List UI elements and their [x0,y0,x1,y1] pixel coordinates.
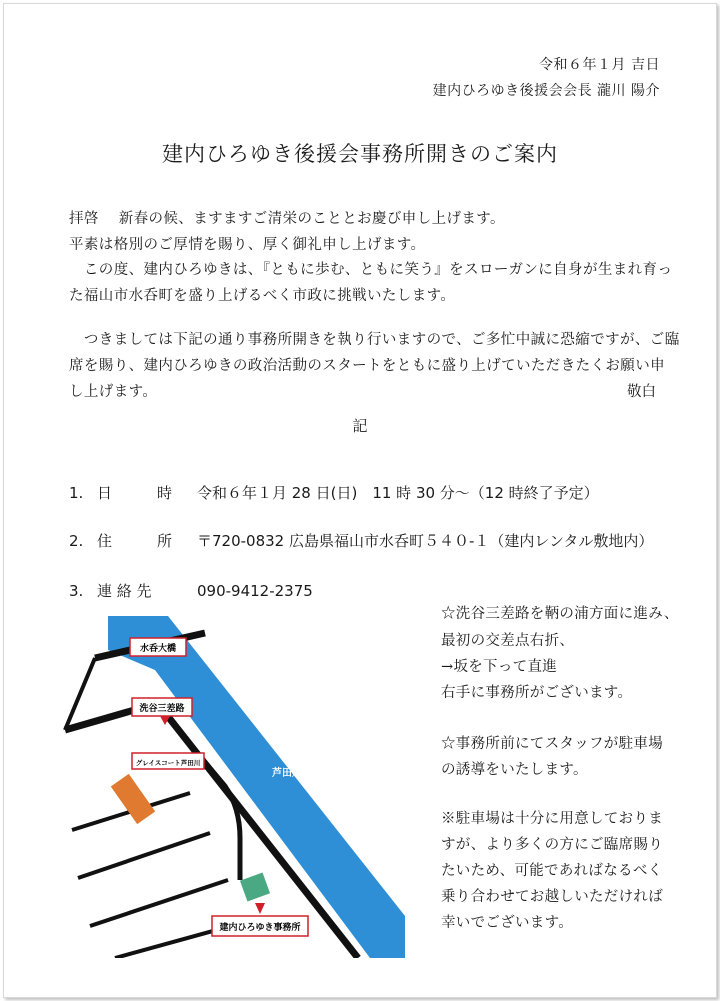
issue-date: 令和６年１月 吉日 [539,57,660,73]
item-value: 090-9412-2375 [197,582,313,600]
note-line: たいため、可能であればなるべく [441,863,663,879]
office-marker [255,903,265,914]
body-line: た福山市水呑町を盛り上げるべく市政に挑戦いたします。 [69,288,456,304]
note-line: 右手に事務所がございます。 [441,685,633,701]
note-line: ☆事務所前にてスタッフが駐車場 [441,736,663,752]
body-line: この度、建内ひろゆきは、『ともに歩む、ともに笑う』をスローガンに自身が生まれ育っ [69,262,673,278]
item-label: 日 時 [97,484,173,502]
body-line: し上げます。 [69,384,158,400]
item-label: 連 絡 先 [97,582,152,600]
side-street [78,833,210,878]
item-label: 住 所 [97,532,173,550]
item-number: 1. [69,484,84,502]
river-label: 芦田川 [272,768,302,779]
note-line: →坂を下って直進 [441,659,558,675]
item-number: 3. [69,582,84,600]
note-line: ☆洗谷三差路を鞆の浦方面に進み、 [441,606,679,622]
office-building [240,873,270,902]
note-line: 幸いでございます。 [441,915,574,931]
item-number: 2. [69,532,84,550]
item-address [69,530,653,551]
note-line: 最初の交差点右折、 [441,633,575,649]
item-value: 令和６年１月 28 日(日) 11 時 30 分～（12 時終了予定） [197,484,599,502]
body-line: 平素は格別のご厚情を賜り、厚く御礼申し上げます。 [69,237,426,253]
ki-heading: 記 [352,417,368,435]
note-line: 乗り合わせてお越しいただければ [441,889,663,905]
document-title: 建内ひろゆき後援会事務所開きのご案内 [162,142,558,166]
body-line: つきましては下記の通り事務所開きを執り行いますので、ご多忙中誠に恐縮ですが、ご臨 [69,332,680,348]
note-line: ※駐車場は十分に用意しておりま [441,811,663,827]
bridge-label: 水呑大橋 [139,644,177,654]
building-label: グレイスコート芦田川 [135,759,201,767]
body-line: 席を賜り、建内ひろゆきの政治活動のスタートをともに盛り上げていただきたくお願い申 [69,358,665,374]
access-map [60,598,410,958]
item-value: 〒720-0832 広島県福山市水呑町５４０-１（建内レンタル敷地内） [197,532,654,550]
side-street [90,880,228,926]
note-line: の誘導をいたします。 [441,762,588,778]
closing-keihaku: 敬白 [627,384,656,400]
office-label: 建内ひろゆき事務所 [219,923,301,933]
junction-label: 洗谷三差路 [139,704,185,714]
sender-name: 建内ひろゆき後援会会長 瀧川 陽介 [432,83,660,99]
item-datetime [69,482,599,503]
note-line: すが、より多くの方にご臨席賜り [441,837,663,853]
body-line: 拝啓 新春の候、ますますご清栄のこととお慶び申し上げます。 [69,211,505,227]
